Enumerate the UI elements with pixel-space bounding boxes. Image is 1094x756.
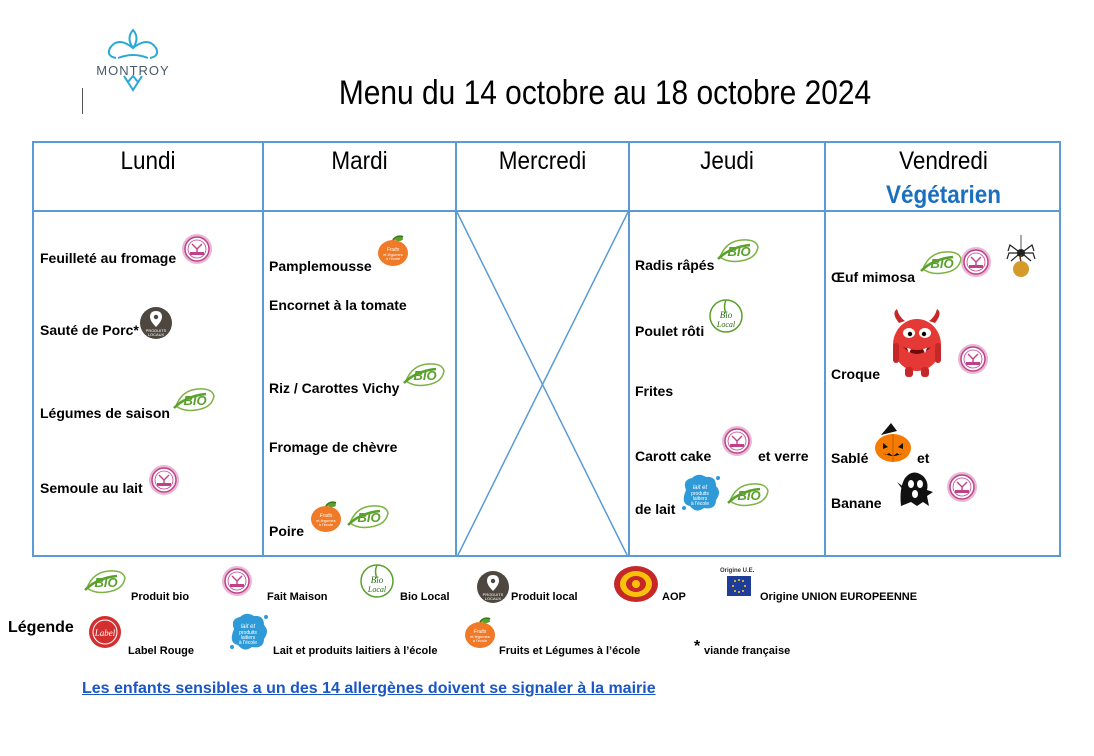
- fait-maison-icon: [946, 471, 978, 503]
- dish: Feuilleté au fromage: [40, 250, 177, 266]
- dish-connector: et verre: [758, 448, 809, 464]
- fait-maison-icon: [960, 246, 992, 278]
- dish: Croque: [831, 366, 880, 382]
- fait-maison-icon: [721, 425, 753, 457]
- asterisk: *: [694, 638, 701, 655]
- aop-icon: [612, 564, 660, 604]
- dish: Banane: [831, 495, 882, 511]
- dish: Fromage de chèvre: [269, 439, 398, 455]
- day-header-jeudi: Jeudi: [700, 147, 754, 175]
- bio-icon: [726, 481, 770, 509]
- fait-maison-icon: [221, 565, 253, 597]
- vendredi-theme: Végétarien: [885, 181, 1002, 209]
- legend-title: Légende: [8, 619, 74, 636]
- bio-icon: [83, 568, 127, 596]
- legend-bio-label: Produit bio: [131, 591, 190, 603]
- dish: Poulet rôti: [635, 323, 705, 339]
- origine-ue-badge-text: Origine U.E.: [720, 568, 755, 574]
- column-divider: [262, 143, 264, 555]
- page-title: Menu du 14 octobre au 18 octobre 2024: [338, 74, 872, 112]
- fruits-legumes-ecole-icon: [460, 616, 496, 650]
- allergen-notice-link[interactable]: Les enfants sensibles a un des 14 allergènes doivent se signaler à la mairie: [82, 680, 656, 697]
- column-divider: [628, 143, 630, 555]
- header-divider: [82, 88, 83, 114]
- column-divider: [824, 143, 826, 555]
- dish: Radis râpés: [635, 257, 715, 273]
- produit-local-icon: [139, 306, 173, 340]
- bio-icon: [346, 503, 390, 531]
- legend-label-rouge-label: Label Rouge: [128, 645, 195, 657]
- produit-local-icon: [476, 570, 510, 604]
- dish: Œuf mimosa: [831, 269, 916, 285]
- dish: Riz / Carottes Vichy: [269, 380, 400, 396]
- day-header-vendredi: Vendredi: [899, 147, 988, 175]
- red-monster-icon: [889, 309, 945, 379]
- label-rouge-icon: [84, 615, 126, 649]
- dish: Légumes de saison: [40, 405, 170, 421]
- ghost-icon: [893, 468, 935, 508]
- fait-maison-icon: [148, 464, 180, 496]
- legend-lait-label: Lait et produits laitiers à l’école: [273, 645, 438, 657]
- legend-bio-local-label: Bio Local: [400, 591, 450, 603]
- lait-ecole-icon: [226, 611, 270, 653]
- legend-viande-label: viande française: [704, 645, 791, 657]
- lait-ecole-icon: [678, 472, 722, 514]
- legend-aop-label: AOP: [662, 591, 686, 603]
- fait-maison-icon: [957, 343, 989, 375]
- dish: Frites: [635, 383, 674, 399]
- dish: Pamplemousse: [269, 258, 372, 274]
- bio-icon: [919, 249, 963, 277]
- spider-icon: [1006, 235, 1036, 281]
- dish: Encornet à la tomate: [269, 297, 407, 313]
- dish-connector: et: [917, 450, 930, 466]
- day-header-mercredi: Mercredi: [498, 147, 587, 175]
- dish: Carott cake: [635, 448, 712, 464]
- legend-fait-maison-label: Fait Maison: [267, 591, 328, 603]
- day-header-mardi: Mardi: [331, 147, 388, 175]
- day-header-lundi: Lundi: [120, 147, 176, 175]
- dish: Sauté de Porc*: [40, 322, 139, 338]
- fruits-legumes-ecole-icon: [306, 500, 342, 534]
- dish: de lait: [635, 501, 676, 517]
- dish: Poire: [269, 523, 305, 539]
- legend-produit-local-label: Produit local: [511, 591, 578, 603]
- eu-flag-icon: [727, 576, 751, 596]
- montroy-logo: [88, 26, 178, 96]
- bio-icon: [172, 386, 216, 414]
- no-service-cross: [457, 212, 628, 557]
- bio-local-icon: [360, 562, 394, 600]
- legend-origine-ue-label: Origine UNION EUROPEENNE: [760, 591, 918, 603]
- legend-fruits-label: Fruits et Légumes à l’école: [499, 645, 641, 657]
- bio-local-icon: [709, 297, 743, 335]
- dish: Semoule au lait: [40, 480, 143, 496]
- pumpkin-icon: [873, 423, 913, 463]
- bio-icon: [716, 237, 760, 265]
- dish: Sablé: [831, 450, 869, 466]
- logo-name: MONTROY: [96, 63, 170, 78]
- fait-maison-icon: [181, 233, 213, 265]
- bio-icon: [402, 361, 446, 389]
- fruits-legumes-ecole-icon: [373, 234, 409, 268]
- svg-text:Label: Label: [94, 628, 116, 638]
